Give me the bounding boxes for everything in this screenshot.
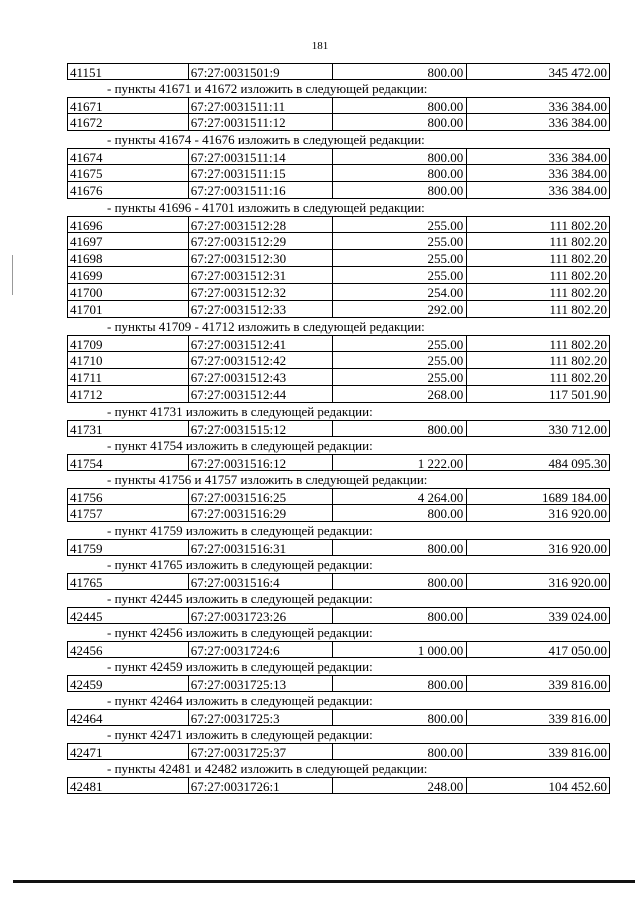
table-row	[67, 675, 610, 692]
table-row	[67, 539, 610, 556]
value-cell: 484 095.30	[466, 454, 610, 471]
value-cell: 316 920.00	[466, 573, 610, 590]
cadastral-number-cell: 67:27:0031511:15	[188, 164, 333, 182]
area-cell: 800.00	[332, 504, 468, 522]
parcel-number-cell: 41674	[67, 148, 189, 165]
value-cell: 111 802.20	[466, 249, 610, 267]
cadastral-number-cell: 67:27:0031725:3	[188, 709, 333, 726]
table-row	[67, 335, 610, 352]
section-heading: - пункт 42459 изложить в следующей редакции:	[107, 659, 373, 674]
area-cell: 800.00	[332, 573, 468, 590]
area-cell: 255.00	[332, 351, 468, 369]
parcel-number-cell: 42456	[67, 641, 189, 658]
area-cell: 800.00	[332, 63, 468, 80]
parcel-number-cell: 41711	[67, 368, 189, 386]
value-cell: 339 816.00	[466, 675, 610, 692]
section-heading: - пункты 41756 и 41757 изложить в следующей редакции:	[107, 472, 428, 487]
area-cell: 800.00	[332, 709, 468, 726]
parcel-number-cell: 41698	[67, 249, 189, 267]
area-cell: 800.00	[332, 164, 468, 182]
cadastral-number-cell: 67:27:0031512:44	[188, 385, 333, 403]
area-cell: 800.00	[332, 743, 468, 760]
table-row	[67, 267, 610, 284]
section-heading: - пункт 42456 изложить в следующей редакции:	[107, 625, 373, 640]
section-heading: - пункты 41671 и 41672 изложить в следующей редакции:	[107, 81, 428, 96]
value-cell: 339 024.00	[466, 607, 610, 624]
value-cell: 417 050.00	[466, 641, 610, 658]
area-cell: 268.00	[332, 385, 468, 403]
table-row	[67, 573, 610, 590]
parcel-number-cell: 41675	[67, 164, 189, 182]
area-cell: 254.00	[332, 283, 468, 301]
value-cell: 111 802.20	[466, 368, 610, 386]
section-heading: - пункты 41709 - 41712 изложить в следующей редакции:	[107, 319, 425, 334]
page-number: 181	[311, 40, 329, 52]
parcel-number-cell: 41731	[67, 420, 189, 437]
table-row	[67, 454, 610, 471]
value-cell: 336 384.00	[466, 164, 610, 182]
value-cell: 117 501.90	[466, 385, 610, 403]
parcel-number-cell: 42445	[67, 607, 189, 624]
section-heading: - пункт 41731 изложить в следующей редакции:	[107, 404, 373, 419]
cadastral-number-cell: 67:27:0031516:25	[188, 488, 333, 505]
parcel-number-cell: 41712	[67, 385, 189, 403]
area-cell: 800.00	[332, 420, 468, 437]
table-row	[67, 148, 610, 165]
parcel-number-cell: 42464	[67, 709, 189, 726]
cadastral-number-cell: 67:27:0031725:37	[188, 743, 333, 760]
table-row	[67, 182, 610, 199]
cadastral-number-cell: 67:27:0031725:13	[188, 675, 333, 692]
parcel-number-cell: 41151	[67, 63, 189, 80]
cadastral-number-cell: 67:27:0031512:28	[188, 216, 333, 233]
table-row	[67, 216, 610, 233]
parcel-number-cell: 41700	[67, 283, 189, 301]
section-heading: - пункты 41696 - 41701 изложить в следующей редакции:	[107, 200, 425, 215]
margin-scan-mark	[12, 255, 13, 295]
table-row	[67, 63, 610, 80]
section-heading: - пункт 42471 изложить в следующей редакции:	[107, 727, 373, 742]
value-cell: 339 816.00	[466, 709, 610, 726]
value-cell: 330 712.00	[466, 420, 610, 437]
table-row	[67, 641, 610, 658]
parcel-number-cell: 42459	[67, 675, 189, 692]
value-cell: 316 920.00	[466, 539, 610, 556]
cadastral-number-cell: 67:27:0031516:4	[188, 573, 333, 590]
table-row	[67, 505, 610, 522]
area-cell: 800.00	[332, 148, 468, 165]
section-heading: - пункты 42481 и 42482 изложить в следующей редакции:	[107, 761, 428, 776]
table-row	[67, 284, 610, 301]
area-cell: 1 000.00	[332, 641, 468, 658]
parcel-number-cell: 42471	[67, 743, 189, 760]
cadastral-number-cell: 67:27:0031511:12	[188, 113, 333, 131]
cadastral-number-cell: 67:27:0031516:12	[188, 454, 333, 471]
area-cell: 800.00	[332, 675, 468, 692]
table-row	[67, 114, 610, 131]
cadastral-number-cell: 67:27:0031511:14	[188, 148, 333, 165]
parcel-number-cell: 41756	[67, 488, 189, 505]
cadastral-number-cell: 67:27:0031516:29	[188, 504, 333, 522]
cadastral-number-cell: 67:27:0031512:33	[188, 300, 333, 318]
cadastral-number-cell: 67:27:0031512:31	[188, 266, 333, 284]
cadastral-number-cell: 67:27:0031512:42	[188, 351, 333, 369]
parcel-number-cell: 41759	[67, 539, 189, 556]
table-row	[67, 250, 610, 267]
bottom-rule	[13, 880, 635, 883]
table-row	[67, 165, 610, 182]
parcel-number-cell: 41672	[67, 113, 189, 131]
cadastral-number-cell: 67:27:0031511:11	[188, 97, 333, 114]
parcel-number-cell: 41710	[67, 351, 189, 369]
parcel-number-cell: 41676	[67, 181, 189, 199]
area-cell: 4 264.00	[332, 488, 468, 505]
cadastral-number-cell: 67:27:0031512:43	[188, 368, 333, 386]
value-cell: 111 802.20	[466, 266, 610, 284]
parcel-number-cell: 41754	[67, 454, 189, 471]
value-cell: 111 802.20	[466, 283, 610, 301]
value-cell: 336 384.00	[466, 181, 610, 199]
value-cell: 1689 184.00	[466, 488, 610, 505]
area-cell: 800.00	[332, 539, 468, 556]
parcel-number-cell: 41696	[67, 216, 189, 233]
cadastral-number-cell: 67:27:0031501:9	[188, 63, 333, 80]
section-heading: - пункт 42464 изложить в следующей редакции:	[107, 693, 373, 708]
table-row	[67, 301, 610, 318]
value-cell: 104 452.60	[466, 777, 610, 794]
document-body	[67, 63, 610, 794]
parcel-number-cell: 41701	[67, 300, 189, 318]
value-cell: 336 384.00	[466, 148, 610, 165]
parcel-number-cell: 41757	[67, 504, 189, 522]
section-heading: - пункт 41765 изложить в следующей редакции:	[107, 557, 373, 572]
value-cell: 111 802.20	[466, 300, 610, 318]
table-row	[67, 386, 610, 403]
cadastral-number-cell: 67:27:0031512:29	[188, 232, 333, 250]
section-heading: - пункт 41754 изложить в следующей редакции:	[107, 438, 373, 453]
parcel-number-cell: 42481	[67, 777, 189, 794]
value-cell: 345 472.00	[466, 63, 610, 80]
value-cell: 336 384.00	[466, 97, 610, 114]
table-row	[67, 488, 610, 505]
cadastral-number-cell: 67:27:0031726:1	[188, 777, 333, 794]
value-cell: 339 816.00	[466, 743, 610, 760]
section-heading: - пункты 41674 - 41676 изложить в следующей редакции:	[107, 132, 425, 147]
table-row	[67, 233, 610, 250]
section-heading: - пункт 42445 изложить в следующей редакции:	[107, 591, 373, 606]
cadastral-number-cell: 67:27:0031724:6	[188, 641, 333, 658]
area-cell: 800.00	[332, 607, 468, 624]
value-cell: 111 802.20	[466, 232, 610, 250]
area-cell: 800.00	[332, 113, 468, 131]
parcel-number-cell: 41765	[67, 573, 189, 590]
table-row	[67, 369, 610, 386]
section-heading: - пункт 41759 изложить в следующей редакции:	[107, 523, 373, 538]
cadastral-number-cell: 67:27:0031723:26	[188, 607, 333, 624]
area-cell: 292.00	[332, 300, 468, 318]
table-row	[67, 97, 610, 114]
table-row	[67, 777, 610, 794]
value-cell: 111 802.20	[466, 335, 610, 352]
cadastral-number-cell: 67:27:0031512:30	[188, 249, 333, 267]
cadastral-number-cell: 67:27:0031512:32	[188, 283, 333, 301]
area-cell: 255.00	[332, 368, 468, 386]
area-cell: 1 222.00	[332, 454, 468, 471]
area-cell: 800.00	[332, 97, 468, 114]
table-row	[67, 352, 610, 369]
parcel-number-cell: 41697	[67, 232, 189, 250]
area-cell: 255.00	[332, 216, 468, 233]
parcel-number-cell: 41709	[67, 335, 189, 352]
value-cell: 336 384.00	[466, 113, 610, 131]
area-cell: 800.00	[332, 181, 468, 199]
cadastral-number-cell: 67:27:0031516:31	[188, 539, 333, 556]
area-cell: 255.00	[332, 335, 468, 352]
area-cell: 248.00	[332, 777, 468, 794]
value-cell: 316 920.00	[466, 504, 610, 522]
parcel-number-cell: 41671	[67, 97, 189, 114]
table-row	[67, 607, 610, 624]
table-row	[67, 743, 610, 760]
table-row	[67, 709, 610, 726]
value-cell: 111 802.20	[466, 216, 610, 233]
table-row	[67, 420, 610, 437]
cadastral-number-cell: 67:27:0031512:41	[188, 335, 333, 352]
area-cell: 255.00	[332, 249, 468, 267]
area-cell: 255.00	[332, 232, 468, 250]
cadastral-number-cell: 67:27:0031515:12	[188, 420, 333, 437]
value-cell: 111 802.20	[466, 351, 610, 369]
parcel-number-cell: 41699	[67, 266, 189, 284]
area-cell: 255.00	[332, 266, 468, 284]
cadastral-number-cell: 67:27:0031511:16	[188, 181, 333, 199]
